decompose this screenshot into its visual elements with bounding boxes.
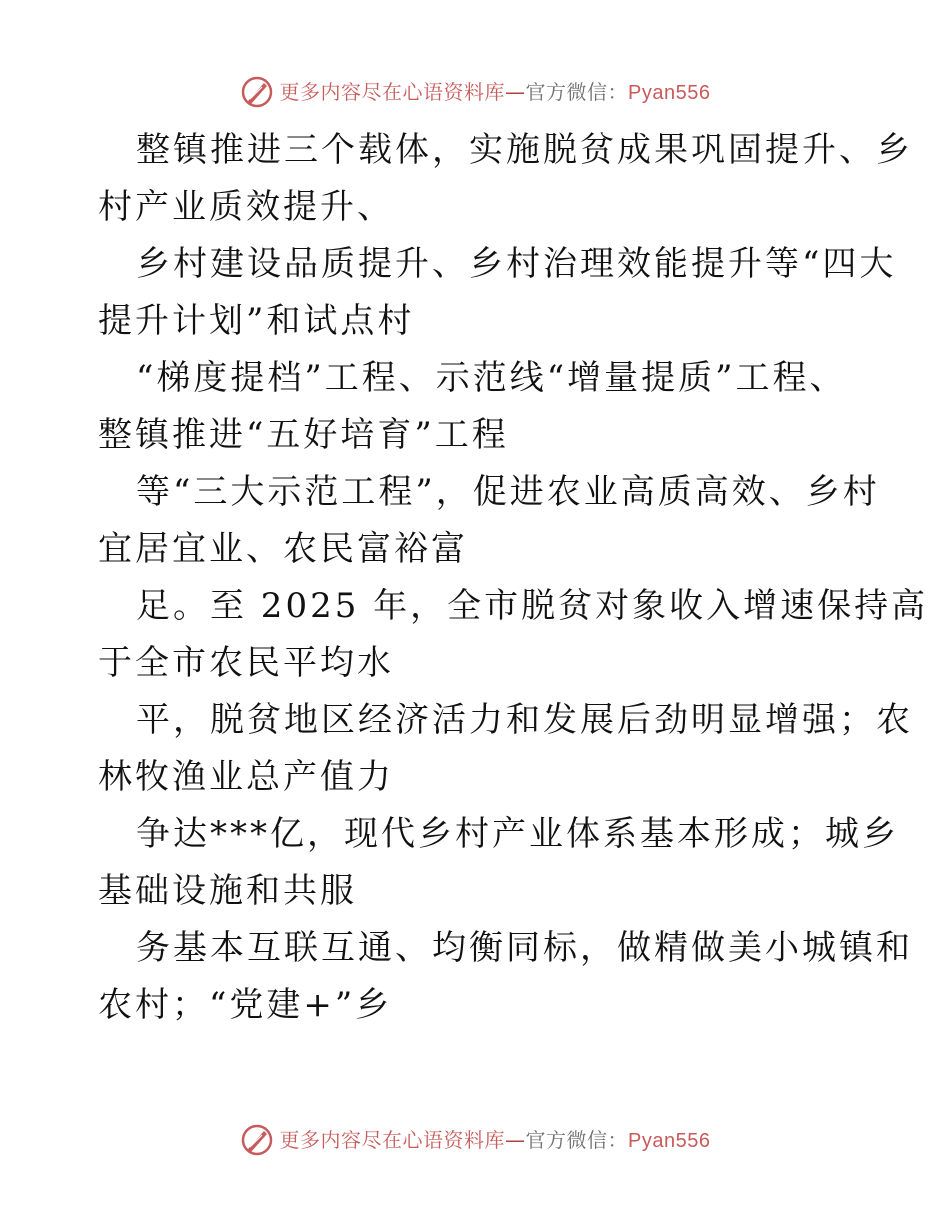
watermark-wechat-label: 官方微信： [525, 1127, 629, 1152]
watermark-text [279, 79, 711, 104]
watermark-separator: — [505, 79, 526, 104]
watermark-library-text: 更多内容尽在心语资料库 [279, 79, 506, 104]
watermark-text [279, 1127, 711, 1152]
paragraph-line: 平，脱贫地区经济活力和发展后劲明显增强；农 [136, 700, 913, 740]
paragraph [98, 578, 929, 692]
paragraph [98, 122, 913, 236]
watermark-wechat-id: Pyan556 [628, 81, 711, 104]
watermark-separator: — [505, 1127, 526, 1152]
paragraph-line: 争达***亿，现代乡村产业体系基本形成；城乡 [136, 814, 899, 854]
paragraph [98, 350, 858, 464]
header-watermark [0, 72, 950, 112]
paragraph-line: 农村；“党建+”乡 [98, 985, 393, 1025]
quill-logo-icon [240, 75, 274, 109]
paragraph [98, 806, 899, 920]
paragraph-line: 基础设施和共服 [98, 871, 357, 911]
watermark-wechat-label: 官方微信： [525, 79, 629, 104]
paragraph-line: 足。至 2025 年，全市脱贫对象收入增速保持高 [136, 586, 929, 626]
paragraph-line: 村产业质效提升、 [98, 187, 394, 227]
paragraph [98, 692, 913, 806]
watermark-wechat-id: Pyan556 [628, 1129, 711, 1152]
paragraph [98, 920, 913, 1034]
paragraph-line: 林牧渔业总产值力 [98, 757, 394, 797]
paragraph [98, 464, 880, 578]
paragraph-line: 乡村建设品质提升、乡村治理效能提升等“四大 [136, 244, 897, 284]
footer-watermark [0, 1120, 950, 1160]
paragraph-line: 整镇推进“五好培育”工程 [98, 415, 509, 455]
paragraph-line: 于全市农民平均水 [98, 643, 394, 683]
paragraph [98, 236, 897, 350]
paragraph-line: 宜居宜业、农民富裕富 [98, 529, 468, 569]
paragraph-line: 等“三大示范工程”，促进农业高质高效、乡村 [136, 472, 880, 512]
paragraph-line: 务基本互联互通、均衡同标，做精做美小城镇和 [136, 928, 913, 968]
paragraph-line: 提升计划”和试点村 [98, 301, 415, 341]
quill-logo-icon [240, 1123, 274, 1157]
paragraph-line: “梯度提档”工程、示范线“增量提质”工程、 [136, 358, 847, 398]
watermark-library-text: 更多内容尽在心语资料库 [279, 1127, 506, 1152]
paragraph-line: 整镇推进三个载体，实施脱贫成果巩固提升、乡 [136, 130, 913, 170]
document-body [98, 122, 929, 1034]
